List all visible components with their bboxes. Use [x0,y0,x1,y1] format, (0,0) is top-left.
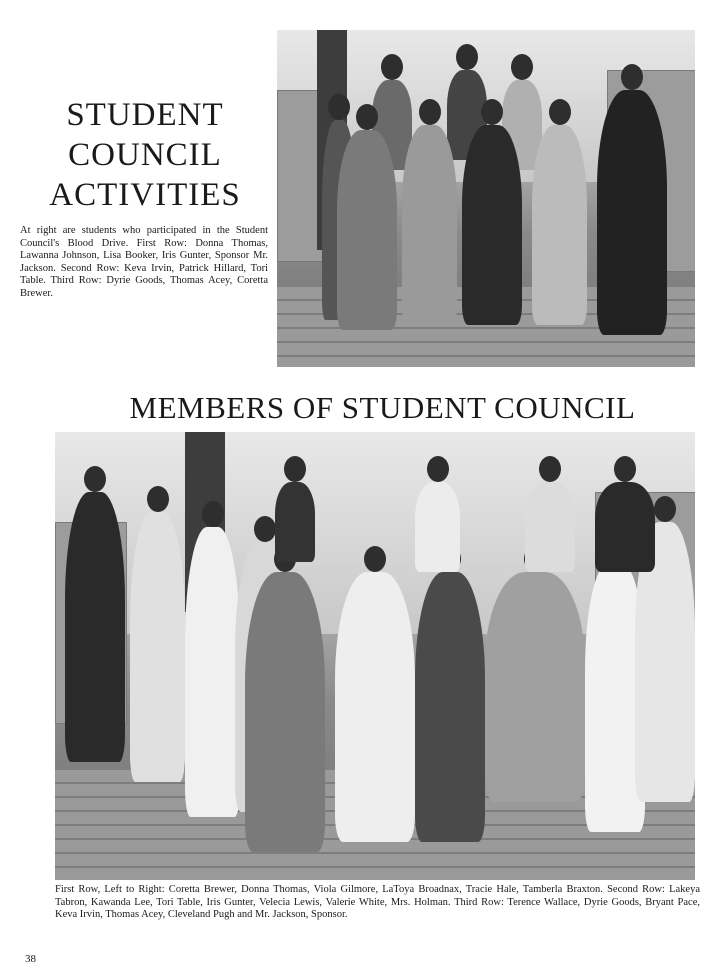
title-line-3: ACTIVITIES [49,177,241,213]
blood-drive-caption: At right are students who participated in the Student Council's Blood Drive. First Row: Donna Thomas, Lawanna Johnson, Lisa Booker, Iris Gunter, Sponsor Mr. Jackson. Second Row: Keva Irvin, Patrick Hillard, Tori Table. Third Row: Dyrie Goods, Thomas Acey, Coretta Brewer. [20,225,268,299]
title-line-2: COUNCIL [68,137,222,173]
student-council-photo [55,432,695,880]
title-line-1: STUDENT [66,97,224,133]
members-caption: First Row, Left to Right: Coretta Brewer, Donna Thomas, Viola Gilmore, LaToya Broadnax, Tracie Hale, Tamberla Braxton. Second Row: Lakeya Tabron, Kawanda Lee, Tori Table, Iris Gunter, Velecia Lewis, Valerie White, Mrs. Holman. Third Row: Terence Wallace, Dyrie Goods, Bryant Pace, Keva Irvin, Thomas Acey, Cleveland Pugh and Mr. Jackson, Sponsor. [55,884,700,920]
page-number: 38 [25,953,36,965]
page-title [20,95,270,215]
blood-drive-photo [277,30,695,367]
section-heading: MEMBERS OF STUDENT COUNCIL [129,390,636,425]
